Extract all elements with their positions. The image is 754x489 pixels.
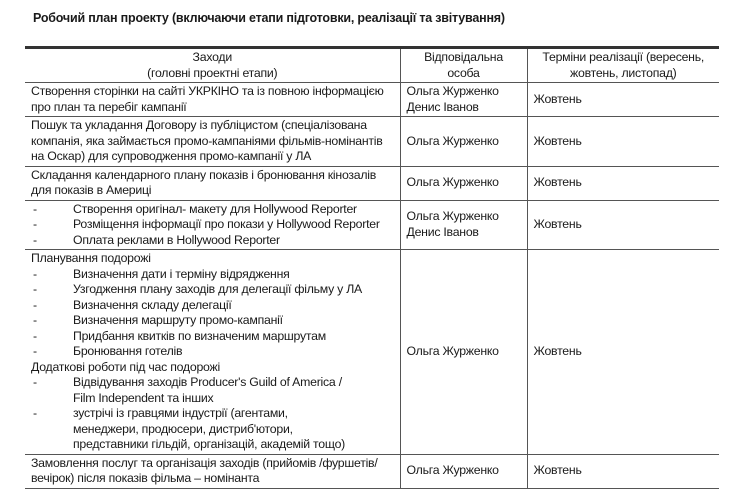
header-tasks-line1: Заходи <box>192 50 232 64</box>
table-row <box>25 200 719 250</box>
term-cell: Жовтень <box>527 117 719 167</box>
term-cell: Жовтень <box>527 166 719 200</box>
list-item: - Визначення маршруту промо-кампанії <box>31 313 394 329</box>
person: Денис Іванов <box>406 99 479 114</box>
list-item: - Розміщення інформації про покази у Hollywood Reporter <box>31 217 394 233</box>
bullet-list <box>31 202 394 249</box>
list-item: - Відвідування заходів Producer's Guild of America / Film Independent та інших <box>31 375 394 406</box>
person: Ольга Журженко <box>406 84 499 98</box>
term-cell: Жовтень <box>527 454 719 488</box>
person-cell: Ольга Журженко <box>400 250 527 455</box>
person-cell <box>400 83 527 117</box>
bullet-list <box>31 267 394 360</box>
task-cell: Замовлення послуг та організація заходів (прийомів /фуршетів/ вечірок) після показів фільма – номінанта <box>25 454 400 488</box>
task-cell <box>25 200 400 250</box>
table-row <box>25 83 719 117</box>
task-cell <box>25 250 400 455</box>
term-cell: Жовтень <box>527 250 719 455</box>
person-cell: Ольга Журженко <box>400 454 527 488</box>
list-item: - Визначення дати і терміну відрядження <box>31 267 394 283</box>
list-item: - Бронювання готелів <box>31 344 394 360</box>
person: Денис Іванов <box>406 224 479 239</box>
table-row <box>25 454 719 488</box>
list-item: - зустрічі із гравцями індустрії (агентами, менеджери, продюсери, дистриб'ютори, представники гільдій, організацій, академій тощо) <box>31 406 394 453</box>
list-item: - Придбання квитків по визначеним маршрутам <box>31 329 394 345</box>
section-heading: Планування подорожі <box>31 251 151 265</box>
bullet-list <box>31 375 394 453</box>
page-title: Робочий план проекту (включаючи етапи підготовки, реалізації та звітування) <box>33 11 505 25</box>
header-responsible: Відповідальна особа <box>400 48 527 83</box>
person-cell <box>400 200 527 250</box>
task-cell: Пошук та укладання Договору із публіцистом (спеціалізована компанія, яка займається промо-кампаніями фільмів-номінантів на Оскар) для супроводження промо-кампанії у ЛА <box>25 117 400 167</box>
work-plan-table <box>25 46 719 489</box>
header-terms: Терміни реалізації (вересень, жовтень, листопад) <box>527 48 719 83</box>
person-cell: Ольга Журженко <box>400 117 527 167</box>
term-cell: Жовтень <box>527 83 719 117</box>
table-row <box>25 166 719 200</box>
person: Ольга Журженко <box>406 209 499 224</box>
list-item: - Оплата реклами в Hollywood Reporter <box>31 233 394 249</box>
table-row <box>25 250 719 455</box>
term-cell: Жовтень <box>527 200 719 250</box>
table-row <box>25 117 719 167</box>
table-header-row <box>25 48 719 83</box>
task-cell: Створення сторінки на сайті УКРКІНО та із повною інформацією про план та перебіг кампанії <box>25 83 400 117</box>
header-tasks <box>25 48 400 83</box>
list-item: - Визначення складу делегації <box>31 298 394 314</box>
header-tasks-line2: (головні проектні етапи) <box>147 65 278 80</box>
section-heading: Додаткові роботи під час подорожі <box>31 359 220 374</box>
person-cell: Ольга Журженко <box>400 166 527 200</box>
list-item: - Узгодження плану заходів для делегації фільму у ЛА <box>31 282 394 298</box>
task-cell: Складання календарного плану показів і бронювання кінозалів для показів в Америці <box>25 166 400 200</box>
list-item: - Створення оригінал- макету для Hollywood Reporter <box>31 202 394 218</box>
